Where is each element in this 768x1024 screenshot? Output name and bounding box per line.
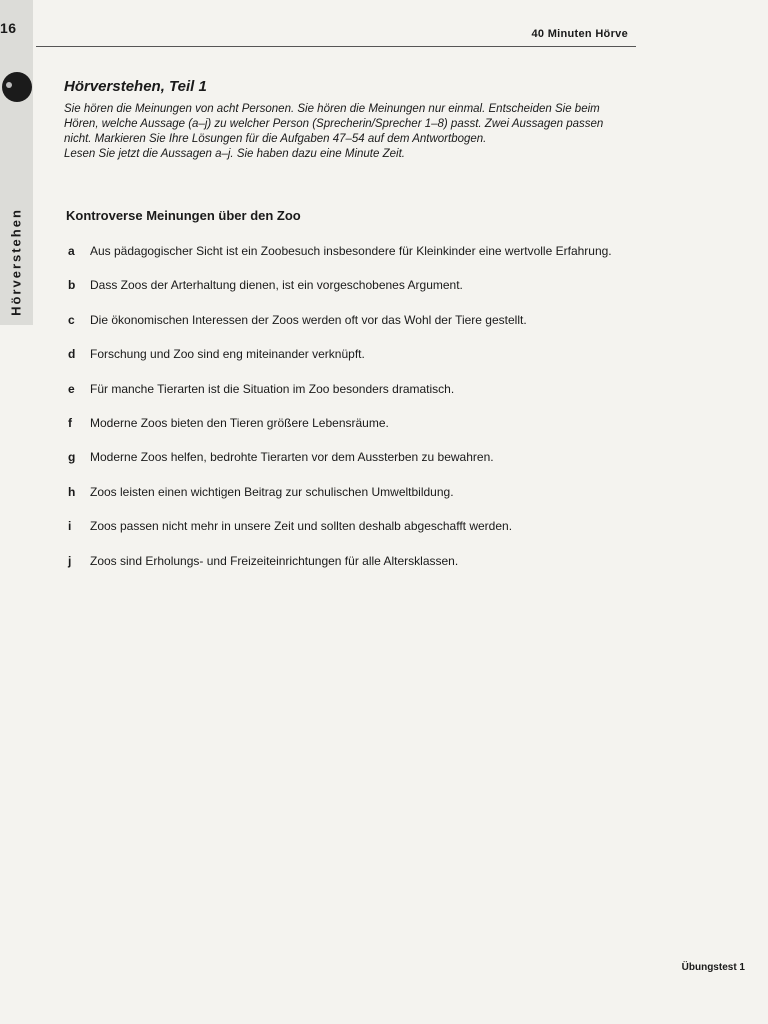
statement-item <box>68 519 708 553</box>
instruction-line: Sie hören die Meinungen von acht Personen. Sie hören die Meinungen nur einmal. Entscheiden Sie beim <box>64 103 600 115</box>
instructions <box>64 102 684 162</box>
page-footer: Übungstest 1 <box>681 962 745 973</box>
statement-item <box>68 347 708 381</box>
statement-letter: c <box>68 312 75 327</box>
statement-letter: a <box>68 244 75 258</box>
running-header-bold: Hörve <box>595 28 628 40</box>
statement-letter: h <box>68 484 76 499</box>
statement-text: Zoos passen nicht mehr in unsere Zeit und sollten deshalb abgeschafft werden. <box>90 519 513 534</box>
instruction-line: Hören, welche Aussage (a–j) zu welcher Person (Sprecherin/Sprecher 1–8) passt. Zwei Aussagen passen <box>64 118 604 130</box>
page-number: 16 <box>0 20 17 36</box>
statement-item <box>68 244 708 278</box>
statement-text: Dass Zoos der Arterhaltung dienen, ist ein vorgeschobenes Argument. <box>90 278 463 293</box>
instruction-line: nicht. Markieren Sie Ihre Lösungen für die Aufgaben 47–54 auf dem Antwortbogen. <box>64 133 487 145</box>
running-header-regular: 40 Minuten <box>531 28 592 40</box>
statement-text: Zoos leisten einen wichtigen Beitrag zur schulischen Umweltbildung. <box>90 484 454 499</box>
statement-letter: g <box>68 450 76 465</box>
running-header <box>532 28 629 40</box>
statement-text: Aus pädagogischer Sicht ist ein Zoobesuch insbesondere für Kleinkinder eine wertvolle Erfahrung. <box>90 244 612 258</box>
statement-letter: e <box>68 381 75 396</box>
statement-item <box>68 313 708 347</box>
statement-item <box>68 554 708 588</box>
statement-letter: b <box>68 278 76 293</box>
statement-letter: f <box>68 415 72 430</box>
statement-item <box>68 450 708 484</box>
header-rule <box>36 46 636 47</box>
statement-text: Moderne Zoos helfen, bedrohte Tierarten vor dem Aussterben zu bewahren. <box>90 450 494 465</box>
statement-text: Für manche Tierarten ist die Situation im Zoo besonders dramatisch. <box>90 381 455 396</box>
statement-item <box>68 416 708 450</box>
statement-text: Moderne Zoos bieten den Tieren größere Lebensräume. <box>90 415 389 430</box>
section-heading: Hörverstehen, Teil 1 <box>64 78 207 95</box>
statement-text: Zoos sind Erholungs- und Freizeiteinrichtungen für alle Altersklassen. <box>90 553 459 568</box>
side-section-label: Hörverstehen <box>8 208 24 316</box>
statement-list <box>68 244 708 588</box>
audio-cd-icon <box>2 72 32 102</box>
topic-heading: Kontroverse Meinungen über den Zoo <box>66 208 301 223</box>
statement-text: Forschung und Zoo sind eng miteinander verknüpft. <box>90 347 365 362</box>
statement-letter: j <box>68 553 72 568</box>
statement-letter: d <box>68 347 76 362</box>
statement-letter: i <box>68 519 72 534</box>
instruction-line: Lesen Sie jetzt die Aussagen a–j. Sie haben dazu eine Minute Zeit. <box>64 148 405 160</box>
statement-item <box>68 382 708 416</box>
statement-item <box>68 485 708 519</box>
statement-item <box>68 278 708 312</box>
statement-text: Die ökonomischen Interessen der Zoos werden oft vor das Wohl der Tiere gestellt. <box>90 312 527 327</box>
